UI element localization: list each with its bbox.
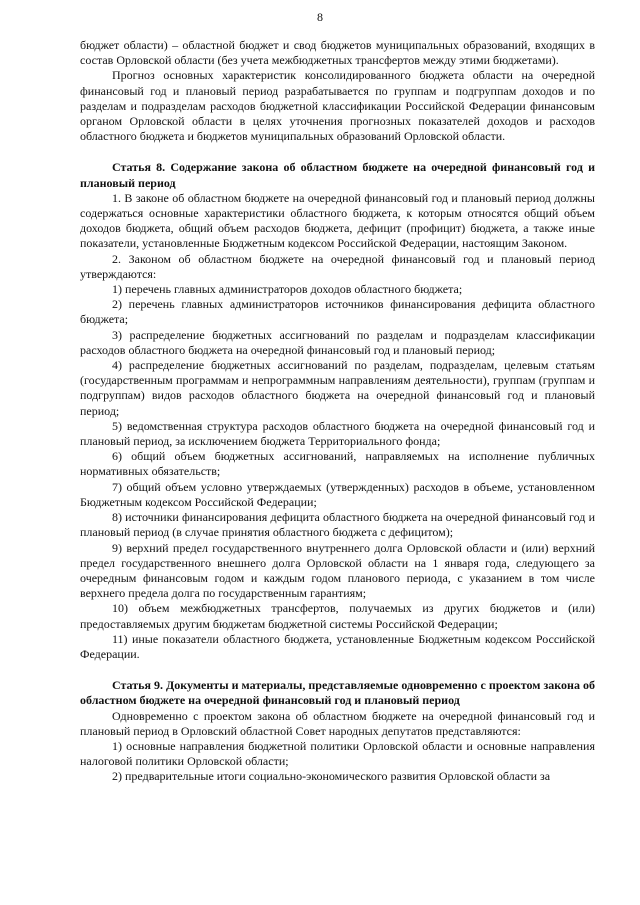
article-8-heading: Статья 8. Содержание закона об областном бюджете на очередной финансовый год и плановый период	[80, 160, 595, 190]
intro-paragraph-2: Прогноз основных характеристик консолидированного бюджета области на очередной финансовый год и плановый период разрабатывается по группам и подгруппам доходов и по разделам и подразделам расходов бюджетной классификации Российской Федерации финансовым органом Орловской области в целях уточнения прогнозных показателей доходов и расходов областного бюджета и бюджетов муниципальных образований Орловской области.	[80, 68, 595, 144]
article-8-list-item: 3) распределение бюджетных ассигнований по разделам и подразделам классификации расходов областного бюджета на очередной финансовый год и плановый период;	[80, 327, 595, 357]
article-9-list-item: 2) предварительные итоги социально-экономического развития Орловской области за	[112, 769, 551, 784]
article-8-list-item: 8) источники финансирования дефицита областного бюджета на очередной финансовый год и плановый период (в случае принятия областного бюджета с дефицитом);	[80, 510, 595, 540]
section-gap	[80, 144, 595, 160]
intro-paragraph-1: бюджет области) – областной бюджет и свод бюджетов муниципальных образований, входящих в состав Орловской области (без учета межбюджетных трансфертов между этими бюджетами).	[80, 38, 595, 68]
article-9-list-item: 1) основные направления бюджетной политики Орловской области и основные направления налоговой политики Орловской области;	[80, 738, 595, 769]
section-gap	[80, 662, 595, 678]
article-8-list-item: 10) объем межбюджетных трансфертов, получаемых из других бюджетов и (или) предоставляемых другим бюджетам бюджетной системы Российской Федерации;	[80, 601, 595, 631]
article-8-list-item: 2) перечень главных администраторов источников финансирования дефицита областного бюджета;	[80, 297, 595, 327]
article-8-list-item: 5) ведомственная структура расходов областного бюджета на очередной финансовый год и плановый период, за исключением бюджета Территориального фонда;	[80, 418, 595, 449]
article-8-paragraph: 2. Законом об областном бюджете на очередной финансовый год и плановый период утверждаются:	[80, 251, 595, 281]
article-8-list-item: 4) распределение бюджетных ассигнований по разделам, подразделам, целевым статьям (государственным программам и непрограммным направлениям деятельности), группам (группам и подгруппам) видов расходов областного бюджета на очередной финансовый год и плановый период;	[80, 358, 595, 418]
document-body	[80, 38, 595, 785]
article-8-list-item: 1) перечень главных администраторов доходов областного бюджета;	[112, 282, 463, 297]
article-8-paragraph: 1. В законе об областном бюджете на очередной финансовый год и плановый период должны содержаться основные характеристики областного бюджета, к которым относятся общий объем доходов бюджета, общий объем расходов бюджета, дефицит (профицит) бюджета, а также иные показатели, установленные Бюджетным кодексом Российской Федерации, настоящим Законом.	[80, 190, 595, 251]
page-number: 8	[317, 10, 323, 24]
article-8-list-item: 6) общий объем бюджетных ассигнований, направляемых на исполнение публичных нормативных обязательств;	[80, 449, 595, 479]
article-9-paragraph: Одновременно с проектом закона об областном бюджете на очередной финансовый год и плановый период в Орловский областной Совет народных депутатов представляются:	[80, 708, 595, 738]
article-8-list-item: 7) общий объем условно утверждаемых (утвержденных) расходов в объеме, установленном Бюджетным кодексом Российской Федерации;	[80, 479, 595, 509]
article-8-list-item: 9) верхний предел государственного внутреннего долга Орловской области и (или) верхний предел государственного внешнего долга Орловской области на 1 января года, следующего за очередным финансовым годом и каждым годом планового периода, с указанием в том числе верхнего предела долга по государственным гарантиям;	[80, 540, 595, 601]
article-9-heading: Статья 9. Документы и материалы, представляемые одновременно с проектом закона об областном бюджете на очередной финансовый год и плановый период	[80, 678, 595, 708]
article-8-list-item: 11) иные показатели областного бюджета, установленные Бюджетным кодексом Российской Федерации.	[80, 631, 595, 661]
